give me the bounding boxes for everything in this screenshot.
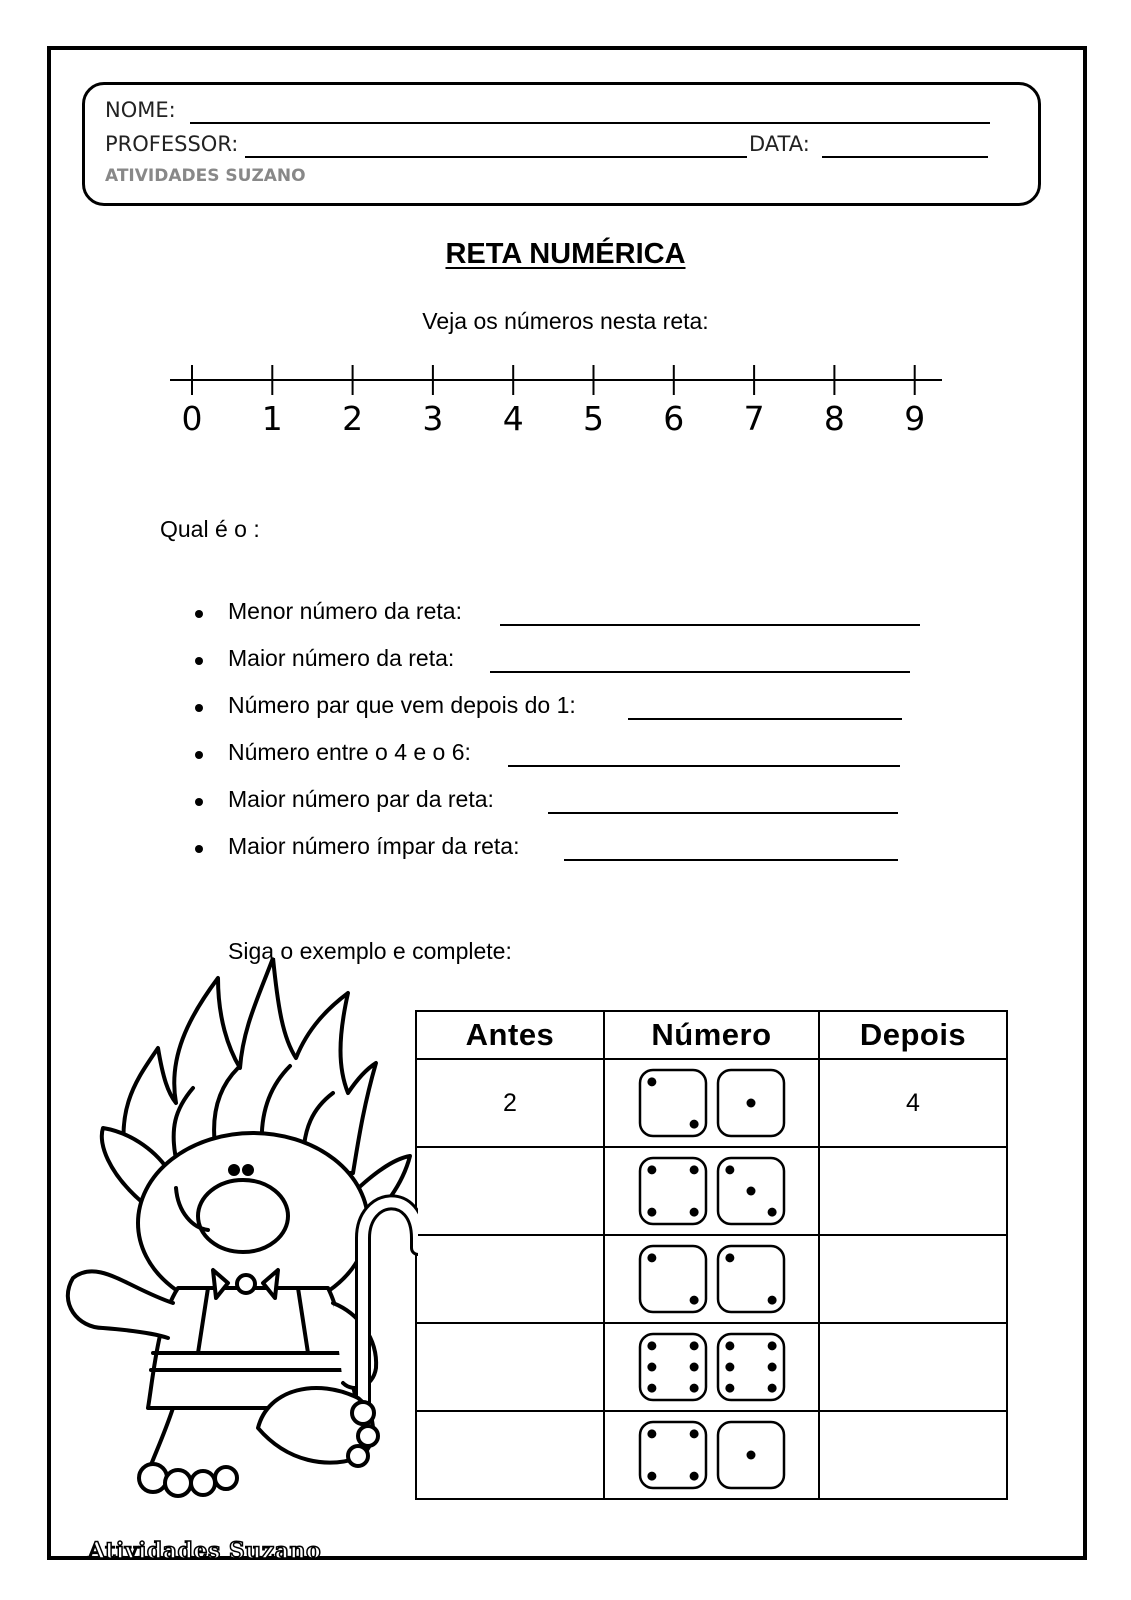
tick-label: 8 xyxy=(823,399,845,438)
bullet-icon xyxy=(195,798,203,806)
after-cell[interactable] xyxy=(819,1147,1007,1235)
die-face-icon xyxy=(716,1068,786,1138)
name-label: NOME: xyxy=(105,98,176,122)
exercise-instruction: Siga o exemplo e complete: xyxy=(228,938,512,964)
table-row xyxy=(416,1147,1007,1235)
die-pip xyxy=(725,1384,734,1393)
die-pip xyxy=(647,1208,656,1217)
teacher-label: PROFESSOR: xyxy=(105,132,239,156)
date-label: DATA: xyxy=(749,132,810,156)
after-cell[interactable]: 4 xyxy=(819,1059,1007,1147)
die-pip xyxy=(647,1429,656,1438)
dice-cell xyxy=(604,1323,819,1411)
bullet-icon xyxy=(195,751,203,759)
header-before: Antes xyxy=(416,1011,604,1059)
dice-cell xyxy=(604,1235,819,1323)
die-face-icon xyxy=(638,1332,708,1402)
brand-watermark: ATIVIDADES SUZANO xyxy=(105,166,306,186)
header-number: Número xyxy=(604,1011,819,1059)
dice-cell xyxy=(604,1411,819,1499)
table-row xyxy=(416,1411,1007,1499)
bullet-icon xyxy=(195,610,203,618)
tick-label: 7 xyxy=(743,399,765,438)
bullet-icon xyxy=(195,845,203,853)
die-pip xyxy=(647,1384,656,1393)
troll-character-icon xyxy=(58,958,418,1518)
die-pip xyxy=(647,1165,656,1174)
die-pip xyxy=(647,1472,656,1481)
tick-label: 2 xyxy=(342,399,364,438)
die-face-icon xyxy=(638,1068,708,1138)
die-face-icon xyxy=(638,1420,708,1490)
tick-label: 4 xyxy=(502,399,524,438)
answer-between-4-6-field[interactable] xyxy=(508,765,900,767)
die-pip xyxy=(725,1363,734,1372)
tick-label: 9 xyxy=(904,399,926,438)
die-pip xyxy=(647,1341,656,1350)
die-face-icon xyxy=(716,1244,786,1314)
tick-label: 1 xyxy=(261,399,283,438)
question-largest-even-label: Maior número par da reta: xyxy=(228,786,494,812)
number-line xyxy=(0,360,1131,440)
die-pip xyxy=(689,1472,698,1481)
die-pip xyxy=(689,1363,698,1372)
die-pip xyxy=(767,1296,776,1305)
date-field[interactable] xyxy=(822,156,988,158)
die-face-icon xyxy=(716,1332,786,1402)
die-pip xyxy=(689,1120,698,1129)
die-pip xyxy=(725,1341,734,1350)
question-even-after-1-label: Número par que vem depois do 1: xyxy=(228,692,576,718)
tick-label: 6 xyxy=(663,399,685,438)
die-face-icon xyxy=(716,1420,786,1490)
die-pip xyxy=(647,1253,656,1262)
footer-watermark: Atividades Suzano xyxy=(88,1538,322,1564)
number-line-instruction: Veja os números nesta reta: xyxy=(422,308,709,334)
question-intro: Qual é o : xyxy=(160,516,260,542)
tick-label: 3 xyxy=(422,399,444,438)
answer-largest-odd-field[interactable] xyxy=(564,859,898,861)
answer-largest-field[interactable] xyxy=(490,671,910,673)
bullet-icon xyxy=(195,704,203,712)
die-pip xyxy=(689,1429,698,1438)
after-cell[interactable] xyxy=(819,1323,1007,1411)
header-after: Depois xyxy=(819,1011,1007,1059)
die-pip xyxy=(689,1296,698,1305)
before-cell[interactable] xyxy=(416,1235,604,1323)
die-pip xyxy=(647,1077,656,1086)
die-pip xyxy=(725,1253,734,1262)
die-face-icon xyxy=(638,1156,708,1226)
die-face-icon xyxy=(638,1244,708,1314)
question-largest-odd-label: Maior número ímpar da reta: xyxy=(228,833,520,859)
tick-label: 0 xyxy=(181,399,203,438)
before-cell[interactable] xyxy=(416,1323,604,1411)
dice-cell xyxy=(604,1059,819,1147)
after-cell[interactable] xyxy=(819,1411,1007,1499)
die-pip xyxy=(689,1384,698,1393)
before-cell[interactable]: 2 xyxy=(416,1059,604,1147)
die-pip xyxy=(746,1099,755,1108)
die-pip xyxy=(767,1384,776,1393)
die-pip xyxy=(767,1208,776,1217)
bullet-icon xyxy=(195,657,203,665)
die-pip xyxy=(767,1341,776,1350)
page-title: RETA NUMÉRICA xyxy=(445,238,686,270)
question-smallest-label: Menor número da reta: xyxy=(228,598,462,624)
answer-smallest-field[interactable] xyxy=(500,624,920,626)
die-face-icon xyxy=(716,1156,786,1226)
before-after-table xyxy=(415,1010,1008,1500)
die-pip xyxy=(689,1341,698,1350)
name-field[interactable] xyxy=(190,122,990,124)
question-between-4-6-label: Número entre o 4 e o 6: xyxy=(228,739,471,765)
before-cell[interactable] xyxy=(416,1147,604,1235)
die-pip xyxy=(746,1187,755,1196)
tick-label: 5 xyxy=(583,399,604,438)
die-pip xyxy=(746,1451,755,1460)
die-pip xyxy=(689,1208,698,1217)
answer-even-after-1-field[interactable] xyxy=(628,718,902,720)
die-pip xyxy=(647,1363,656,1372)
answer-largest-even-field[interactable] xyxy=(548,812,898,814)
die-pip xyxy=(767,1363,776,1372)
teacher-field[interactable] xyxy=(245,156,747,158)
die-pip xyxy=(725,1165,734,1174)
before-cell[interactable] xyxy=(416,1411,604,1499)
die-pip xyxy=(689,1165,698,1174)
table-row xyxy=(416,1323,1007,1411)
table-row xyxy=(416,1059,1007,1147)
question-largest-label: Maior número da reta: xyxy=(228,645,455,671)
dice-cell xyxy=(604,1147,819,1235)
table-row xyxy=(416,1235,1007,1323)
after-cell[interactable] xyxy=(819,1235,1007,1323)
